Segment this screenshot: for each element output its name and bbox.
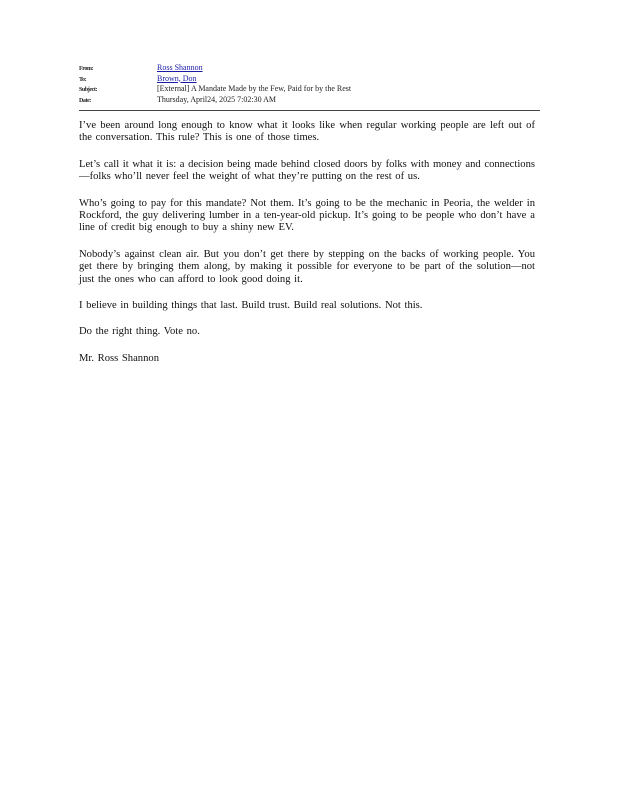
date-row <box>79 95 539 106</box>
email-header <box>79 63 539 105</box>
email-body <box>79 120 535 379</box>
subject-text: [External] A Mandate Made by the Few, Paid for by the Rest <box>157 84 352 93</box>
to-label: To: <box>79 76 87 83</box>
body-paragraph-4: Nobody’s against clean air. But you don’t get there by stepping on the backs of working people. You get there by bringing them along, by making it possible for everyone to be part of the solution—not just the ones who can afford to look good doing it. <box>79 248 535 285</box>
signature: Mr. Ross Shannon <box>79 352 159 364</box>
subject-label: Subject: <box>79 87 98 93</box>
to-row <box>79 74 539 85</box>
header-divider <box>79 110 540 111</box>
from-label: From: <box>79 66 94 72</box>
body-paragraph-2: Let’s call it what it is: a decision being made behind closed doors by folks with money and connections—folks who’ll never feel the weight of what they’re putting on the rest of us. <box>79 158 535 183</box>
date-text: Thursday, April24, 2025 7:02:30 AM <box>157 94 277 104</box>
from-row <box>79 63 539 74</box>
body-paragraph-3: Who’s going to pay for this mandate? Not them. It’s going to be the mechanic in Peoria, the welder in Rockford, the guy delivering lumber in a ten-year-old pickup. It’s going to be people who don’t have a line of credit big enough to buy a shiny new EV. <box>79 197 535 234</box>
recipient-link[interactable]: Brown, Don <box>157 73 197 83</box>
body-paragraph-1: I’ve been around long enough to know what it looks like when regular working people are left out of the conversation. This rule? This is one of those times. <box>79 120 535 144</box>
body-paragraph-6: Do the right thing. Vote no. <box>79 326 200 338</box>
date-label: Date: <box>79 97 91 104</box>
sender-link[interactable]: Ross Shannon <box>157 63 203 72</box>
body-paragraph-5: I believe in building things that last. Build trust. Build real solutions. Not this. <box>79 300 423 312</box>
subject-row <box>79 84 539 95</box>
